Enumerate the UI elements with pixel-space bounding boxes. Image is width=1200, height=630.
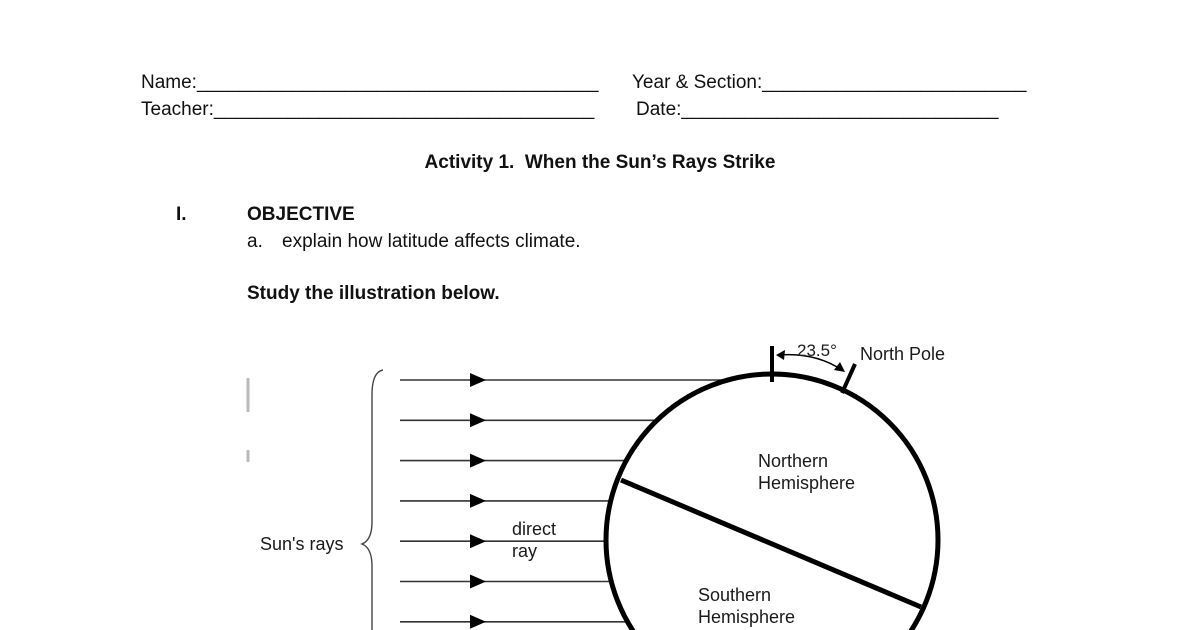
angle-arrowhead-right: [834, 362, 845, 372]
objective-item-text: explain how latitude affects climate.: [282, 231, 581, 252]
angle-arrowhead-left: [776, 350, 785, 360]
section-numeral: I.: [176, 204, 187, 225]
suns-rays-label: Sun's rays: [260, 534, 344, 554]
name-field: Name:______________________________________: [141, 72, 599, 93]
date-field: Date:______________________________: [636, 99, 999, 120]
sun-ray-arrowhead: [470, 373, 486, 387]
direct-ray-label-2: ray: [512, 541, 538, 561]
instruction-text: Study the illustration below.: [247, 283, 500, 304]
direct-ray-label-1: direct: [512, 519, 557, 539]
angle-label: 23.5°: [797, 341, 837, 360]
year-section-field: Year & Section:_________________________: [632, 72, 1027, 93]
objective-item-letter: a.: [247, 231, 263, 252]
section-heading: OBJECTIVE: [247, 204, 355, 225]
sun-ray-arrowhead: [470, 575, 486, 589]
sun-ray-arrowhead: [470, 454, 486, 468]
southern-hemisphere-label-2: Hemisphere: [698, 607, 796, 627]
tilted-axis: [842, 364, 855, 393]
rays-brace: [362, 370, 383, 630]
sun-ray-arrowhead: [470, 615, 486, 629]
sun-ray-arrowhead: [470, 534, 486, 548]
sun-ray-arrowhead: [470, 494, 486, 508]
southern-hemisphere-label-1: Southern: [698, 585, 772, 605]
activity-title: Activity 1. When the Sun’s Rays Strike: [424, 152, 776, 173]
sun-ray-arrowhead: [470, 413, 486, 427]
northern-hemisphere-label-2: Hemisphere: [758, 473, 856, 493]
teacher-field: Teacher:____________________________________: [141, 99, 595, 120]
north-pole-label: North Pole: [860, 344, 946, 364]
northern-hemisphere-label-1: Northern: [758, 451, 829, 471]
